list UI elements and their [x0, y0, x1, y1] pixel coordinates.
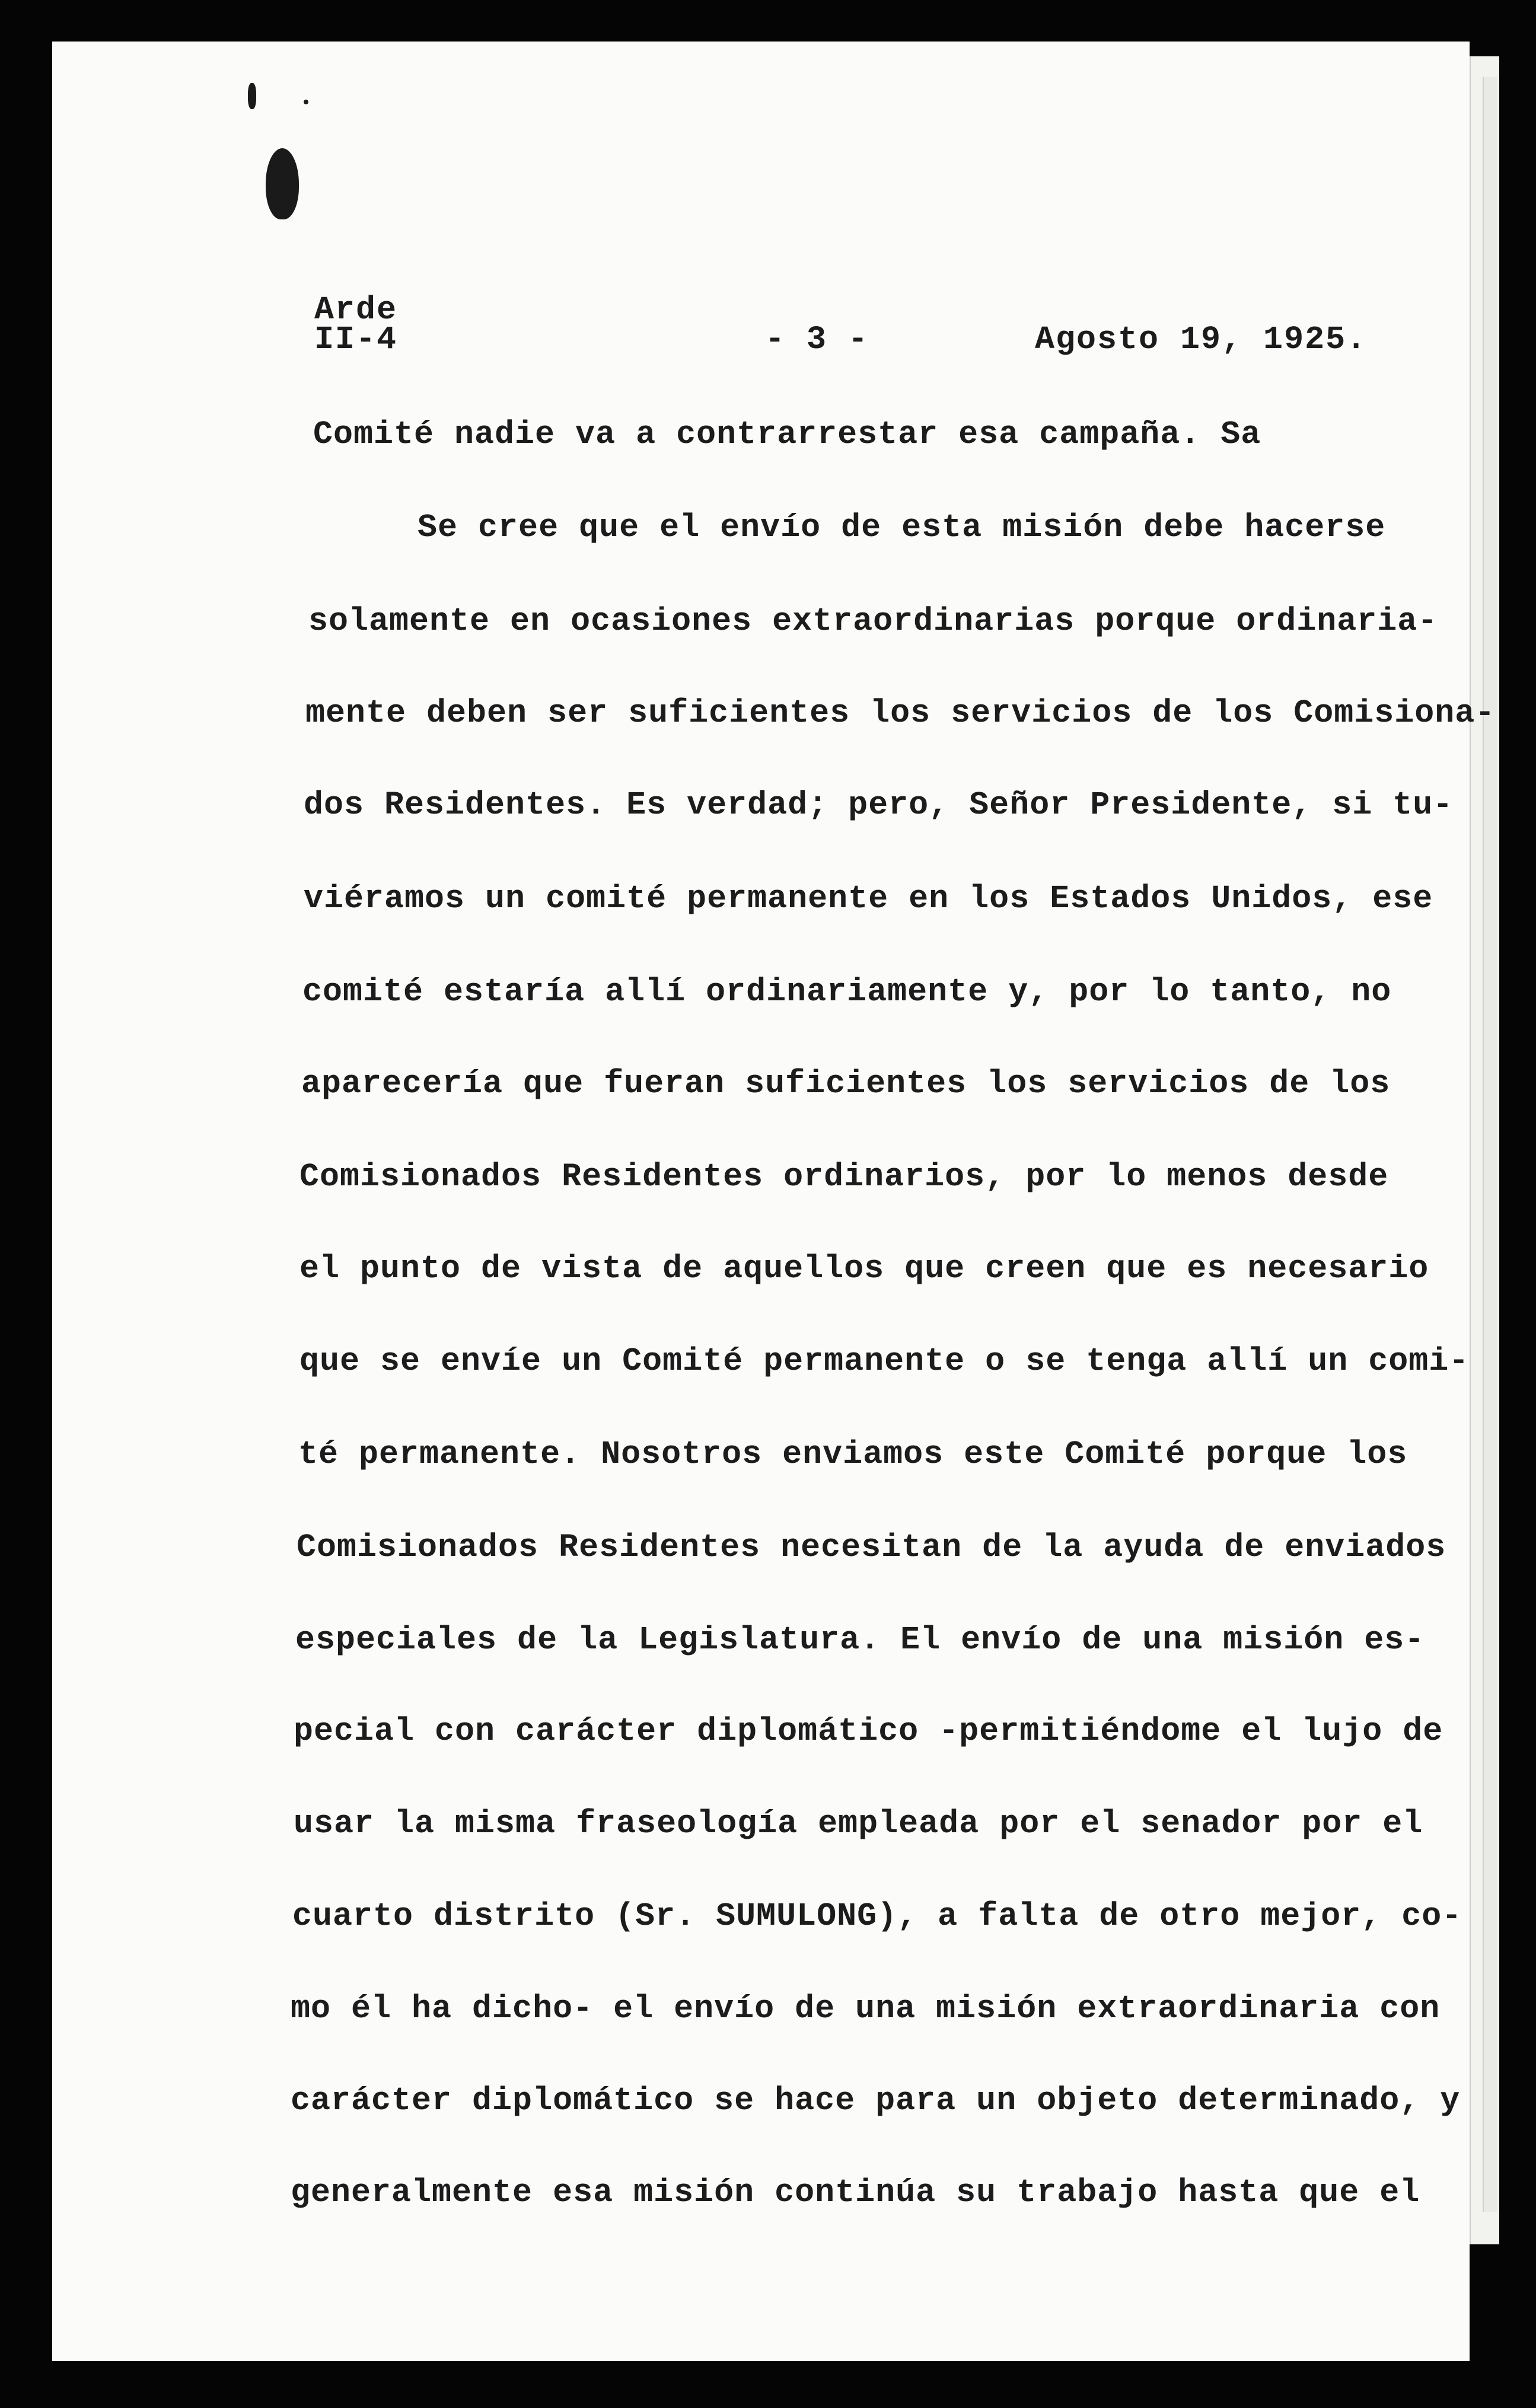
body-line: cuarto distrito (Sr. SUMULONG), a falta de otro mejor, co- — [292, 1897, 1462, 1935]
body-line: generalmente esa misión continúa su trabajo hasta que el — [291, 2174, 1420, 2211]
ink-blot-large — [266, 148, 299, 219]
body-line: pecial con carácter diplomático -permitiéndome el lujo de — [294, 1712, 1443, 1750]
body-line: usar la misma fraseología empleada por el senador por el — [294, 1805, 1423, 1842]
body-line: dos Residentes. Es verdad; pero, Señor Presidente, si tu- — [304, 786, 1454, 824]
ink-dot — [304, 100, 308, 104]
header-ref: II-4 — [314, 321, 398, 358]
body-line: Se cree que el envío de esta misión debe hacerse — [297, 509, 1386, 546]
body-line: comité estaría allí ordinariamente y, por lo tanto, no — [302, 973, 1392, 1010]
body-line: viéramos un comité permanente en los Estados Unidos, ese — [304, 880, 1433, 917]
page-edge-strip-inner — [1483, 77, 1497, 2212]
body-line: el punto de vista de aquellos que creen que es necesario — [299, 1250, 1429, 1287]
body-line: mente deben ser suficientes los servicios de los Comisiona- — [305, 694, 1496, 732]
body-line: Comisionados Residentes necesitan de la ayuda de enviados — [297, 1529, 1446, 1566]
ink-blot-small — [248, 83, 256, 109]
header-page-number: - 3 - — [765, 321, 869, 358]
body-line: Comité nadie va a contrarrestar esa campaña. Sa — [313, 416, 1261, 453]
body-line: que se envíe un Comité permanente o se tenga allí un comi- — [299, 1342, 1470, 1380]
header-date: Agosto 19, 1925. — [1035, 321, 1368, 358]
header-name: Arde — [314, 291, 398, 328]
body-line: Comisionados Residentes ordinarios, por lo menos desde — [299, 1158, 1389, 1195]
body-line: té permanente. Nosotros enviamos este Comité porque los — [298, 1436, 1408, 1473]
body-line: solamente en ocasiones extraordinarias porque ordinariа- — [308, 602, 1438, 640]
body-line: aparecería que fueran suficientes los servicios de los — [301, 1065, 1391, 1102]
body-line: mo él ha dicho- el envío de una misión extraordinaria con — [291, 1990, 1441, 2027]
body-line: carácter diplomático se hace para un objeto determinado, y — [291, 2082, 1461, 2119]
body-line: especiales de la Legislatura. El envío de una misión es- — [295, 1621, 1425, 1659]
